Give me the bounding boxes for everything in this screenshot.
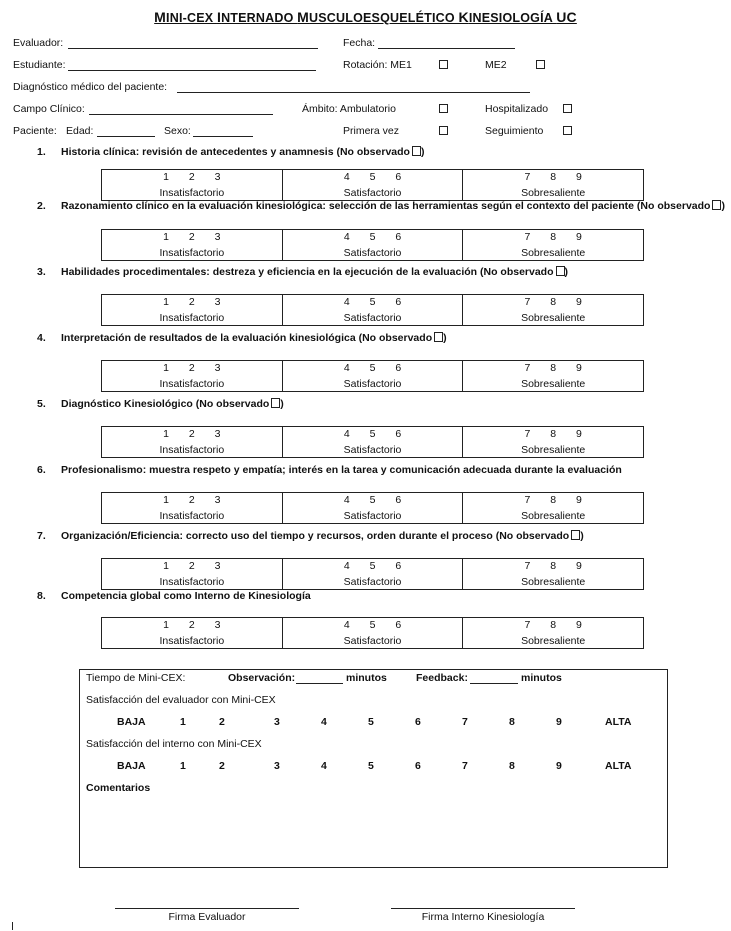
tiempo-label: Tiempo de Mini-CEX: <box>86 672 186 684</box>
scale-numbers: 4 5 6 <box>343 428 402 440</box>
title-part-cap: UC <box>556 9 577 25</box>
item-title: Razonamiento clínico en la evaluación kinesiológica: selección de las herramientas según el contexto del paciente (No observado ) <box>61 200 725 212</box>
scale-numbers: 4 5 6 <box>343 560 402 572</box>
title-part-rest: NTERNADO <box>221 11 298 25</box>
ambulatorio-checkbox[interactable] <box>439 104 448 113</box>
item-number: 5. <box>37 398 46 410</box>
rating-high-label: ALTA <box>605 760 632 772</box>
scale-numbers: 7 8 9 <box>524 494 582 506</box>
hospitalizado-checkbox[interactable] <box>563 104 572 113</box>
page-title <box>0 9 731 25</box>
rating-option[interactable]: 7 <box>462 760 468 772</box>
scale-numbers: 1 2 3 <box>163 428 221 440</box>
summary-box <box>79 669 668 868</box>
scale-label: Satisfactorio <box>343 247 402 259</box>
rating-scale <box>101 229 644 261</box>
scale-label: Sobresaliente <box>521 444 586 456</box>
rating-low-label: BAJA <box>117 760 146 772</box>
rating-high-label: ALTA <box>605 716 632 728</box>
scale-numbers: 1 2 3 <box>163 231 221 243</box>
edad-field[interactable] <box>97 136 155 137</box>
campo-field[interactable] <box>89 114 273 115</box>
item-title: Interpretación de resultados de la evaluación kinesiológica (No observado ) <box>61 332 447 344</box>
seguimiento-checkbox[interactable] <box>563 126 572 135</box>
scale-segment[interactable] <box>463 170 643 200</box>
ambito-label: Ámbito: Ambulatorio <box>302 103 396 115</box>
sexo-field[interactable] <box>193 136 253 137</box>
scale-segment[interactable] <box>102 559 283 589</box>
scale-numbers: 4 5 6 <box>343 231 402 243</box>
scale-label: Insatisfactorio <box>159 247 225 259</box>
scale-segment[interactable] <box>102 493 283 523</box>
firma-interno-line[interactable] <box>391 908 575 909</box>
rating-scale <box>101 617 644 649</box>
item-title: Historia clínica: revisión de antecedentes y anamnesis (No observado ) <box>61 146 425 158</box>
feedback-field[interactable] <box>470 683 518 684</box>
paciente-label: Paciente: <box>13 125 57 137</box>
rating-option[interactable]: 8 <box>509 760 515 772</box>
sexo-label: Sexo: <box>164 125 191 137</box>
rating-scale <box>101 294 644 326</box>
scale-numbers: 4 5 6 <box>343 171 402 183</box>
item-title-text: Habilidades procedimentales: destreza y eficiencia en la ejecución de la evaluación (No observado <box>61 266 554 278</box>
scale-label: Satisfactorio <box>343 187 402 199</box>
observacion-label: Observación: <box>228 672 296 684</box>
title-part-rest: INI-CEX <box>166 11 217 25</box>
scale-segment[interactable] <box>283 230 464 260</box>
scale-label: Satisfactorio <box>343 312 402 324</box>
no-observado-checkbox[interactable] <box>271 398 280 408</box>
rating-option[interactable]: 9 <box>556 716 562 728</box>
scale-segment[interactable] <box>463 361 643 391</box>
feedback-label: Feedback: <box>416 672 468 684</box>
rating-scale <box>101 426 644 458</box>
scale-segment[interactable] <box>102 230 283 260</box>
scale-segment[interactable] <box>283 493 464 523</box>
scale-label: Satisfactorio <box>343 510 402 522</box>
scale-segment[interactable] <box>283 170 464 200</box>
scale-numbers: 4 5 6 <box>343 619 402 631</box>
scale-segment[interactable] <box>283 618 464 648</box>
no-observado-checkbox[interactable] <box>412 146 421 156</box>
scale-label: Insatisfactorio <box>159 312 225 324</box>
item-number: 2. <box>37 200 46 212</box>
scale-segment[interactable] <box>463 295 643 325</box>
rating-option[interactable]: 1 <box>180 760 186 772</box>
scale-numbers: 7 8 9 <box>524 560 582 572</box>
scale-label: Insatisfactorio <box>159 187 225 199</box>
item-title-text: Competencia global como Interno de Kinesiología <box>61 590 311 602</box>
scale-numbers: 4 5 6 <box>343 296 402 308</box>
rating-scale <box>101 492 644 524</box>
scale-label: Satisfactorio <box>343 635 402 647</box>
scale-label: Satisfactorio <box>343 444 402 456</box>
observacion-field[interactable] <box>296 683 343 684</box>
sat-evaluador-label: Satisfacción del evaluador con Mini-CEX <box>86 694 276 706</box>
rating-option[interactable]: 4 <box>321 760 327 772</box>
item-number: 4. <box>37 332 46 344</box>
item-title-text: Profesionalismo: muestra respeto y empatía; interés en la tarea y comunicación adecuada durante la evaluación <box>61 464 622 476</box>
rating-option[interactable]: 9 <box>556 760 562 772</box>
scale-label: Sobresaliente <box>521 576 586 588</box>
scale-segment[interactable] <box>102 618 283 648</box>
estudiante-label: Estudiante: <box>13 59 66 71</box>
sat-interno-label: Satisfacción del interno con Mini-CEX <box>86 738 262 750</box>
seguimiento-label: Seguimiento <box>485 125 544 137</box>
rating-option[interactable]: 4 <box>321 716 327 728</box>
scale-label: Satisfactorio <box>343 378 402 390</box>
rotacion-label: Rotación: ME1 <box>343 59 412 71</box>
rating-option[interactable]: 5 <box>368 716 374 728</box>
me1-checkbox[interactable] <box>439 60 448 69</box>
scale-numbers: 4 5 6 <box>343 362 402 374</box>
rating-option[interactable]: 2 <box>219 760 225 772</box>
scale-segment[interactable] <box>102 361 283 391</box>
item-number: 3. <box>37 266 46 278</box>
rating-option[interactable]: 3 <box>274 716 280 728</box>
primera-label: Primera vez <box>343 125 400 137</box>
scale-segment[interactable] <box>102 295 283 325</box>
scale-label: Insatisfactorio <box>159 444 225 456</box>
no-observado-checkbox[interactable] <box>571 530 580 540</box>
scale-segment[interactable] <box>283 427 464 457</box>
scale-numbers: 7 8 9 <box>524 296 582 308</box>
item-title-text: Historia clínica: revisión de antecedentes y anamnesis (No observado <box>61 146 410 158</box>
fecha-label: Fecha: <box>343 37 376 49</box>
scale-numbers: 1 2 3 <box>163 362 221 374</box>
scale-label: Sobresaliente <box>521 247 586 259</box>
scale-numbers: 7 8 9 <box>524 362 582 374</box>
hospitalizado-label: Hospitalizado <box>485 103 549 115</box>
item-title: Organización/Eficiencia: correcto uso del tiempo y recursos, orden durante el proceso (No observado ) <box>61 530 584 542</box>
evaluador-label: Evaluador: <box>13 37 64 49</box>
no-observado-checkbox[interactable] <box>712 200 721 210</box>
item-title-text: Interpretación de resultados de la evaluación kinesiológica (No observado <box>61 332 433 344</box>
rating-option[interactable]: 8 <box>509 716 515 728</box>
campo-label: Campo Clínico: <box>13 103 85 115</box>
scale-segment[interactable] <box>283 559 464 589</box>
scale-numbers: 1 2 3 <box>163 560 221 572</box>
title-part-cap: M <box>297 9 310 25</box>
rating-option[interactable]: 6 <box>415 760 421 772</box>
item-number: 8. <box>37 590 46 602</box>
scale-label: Insatisfactorio <box>159 635 225 647</box>
scale-segment[interactable] <box>463 427 643 457</box>
scale-label: Sobresaliente <box>521 510 586 522</box>
scale-label: Insatisfactorio <box>159 576 225 588</box>
scale-segment[interactable] <box>102 427 283 457</box>
primera-checkbox[interactable] <box>439 126 448 135</box>
scale-numbers: 7 8 9 <box>524 428 582 440</box>
item-number: 1. <box>37 146 46 158</box>
observacion-minutos: minutos <box>346 672 387 684</box>
rating-scale <box>101 169 644 201</box>
item-title: Diagnóstico Kinesiológico (No observado ) <box>61 398 284 410</box>
diagnostico-label: Diagnóstico médico del paciente: <box>13 81 168 93</box>
scale-numbers: 1 2 3 <box>163 296 221 308</box>
firma-interno-label: Firma Interno Kinesiología <box>421 911 545 923</box>
scale-numbers: 7 8 9 <box>524 231 582 243</box>
me2-label: ME2 <box>485 59 507 71</box>
scale-segment[interactable] <box>283 295 464 325</box>
scale-label: Sobresaliente <box>521 378 586 390</box>
scale-numbers: 7 8 9 <box>524 171 582 183</box>
rating-option[interactable]: 3 <box>274 760 280 772</box>
scale-label: Insatisfactorio <box>159 378 225 390</box>
scale-segment[interactable] <box>463 618 643 648</box>
diagnostico-field[interactable] <box>177 92 530 93</box>
item-title <box>61 590 311 602</box>
scale-segment[interactable] <box>463 493 643 523</box>
scale-segment[interactable] <box>283 361 464 391</box>
item-title: Habilidades procedimentales: destreza y eficiencia en la ejecución de la evaluación (No observado ) <box>61 266 569 278</box>
no-observado-checkbox[interactable] <box>434 332 443 342</box>
item-number: 7. <box>37 530 46 542</box>
scale-numbers: 1 2 3 <box>163 494 221 506</box>
scale-segment[interactable] <box>463 559 643 589</box>
scale-numbers: 4 5 6 <box>343 494 402 506</box>
rating-option[interactable]: 6 <box>415 716 421 728</box>
estudiante-field[interactable] <box>68 70 316 71</box>
scale-label: Sobresaliente <box>521 312 586 324</box>
scale-numbers: 1 2 3 <box>163 619 221 631</box>
rating-option[interactable]: 5 <box>368 760 374 772</box>
firma-evaluador-line[interactable] <box>115 908 299 909</box>
item-number: 6. <box>37 464 46 476</box>
evaluador-field[interactable] <box>68 48 318 49</box>
scale-label: Sobresaliente <box>521 187 586 199</box>
rating-option[interactable]: 2 <box>219 716 225 728</box>
rating-option[interactable]: 1 <box>180 716 186 728</box>
scale-numbers: 1 2 3 <box>163 171 221 183</box>
title-part-cap: K <box>458 9 469 25</box>
feedback-minutos: minutos <box>521 672 562 684</box>
rating-scale <box>101 360 644 392</box>
scale-label: Satisfactorio <box>343 576 402 588</box>
scale-label: Sobresaliente <box>521 635 586 647</box>
rating-option[interactable]: 7 <box>462 716 468 728</box>
title-part-rest: INESIOLOGÍA <box>468 11 557 25</box>
item-title <box>61 464 622 476</box>
title-part-cap: I <box>216 9 222 25</box>
item-title-text: Diagnóstico Kinesiológico (No observado <box>61 398 270 410</box>
scale-label: Insatisfactorio <box>159 510 225 522</box>
fecha-field[interactable] <box>378 48 515 49</box>
item-title-text: Organización/Eficiencia: correcto uso del tiempo y recursos, orden durante el proceso (No observado <box>61 530 570 542</box>
item-title-text: Razonamiento clínico en la evaluación kinesiológica: selección de las herramientas según el contexto del paciente (No observado <box>61 200 711 212</box>
firma-evaluador-label: Firma Evaluador <box>168 911 246 923</box>
no-observado-checkbox[interactable] <box>556 266 565 276</box>
edad-label: Edad: <box>66 125 94 137</box>
page-margin-mark <box>12 922 13 930</box>
scale-segment[interactable] <box>102 170 283 200</box>
comentarios-label: Comentarios <box>86 782 151 794</box>
rating-low-label: BAJA <box>117 716 146 728</box>
title-part-rest: USCULOESQUELÉTICO <box>309 11 459 25</box>
rating-scale <box>101 558 644 590</box>
scale-segment[interactable] <box>463 230 643 260</box>
title-part-cap: M <box>154 9 167 25</box>
scale-numbers: 7 8 9 <box>524 619 582 631</box>
me2-checkbox[interactable] <box>536 60 545 69</box>
